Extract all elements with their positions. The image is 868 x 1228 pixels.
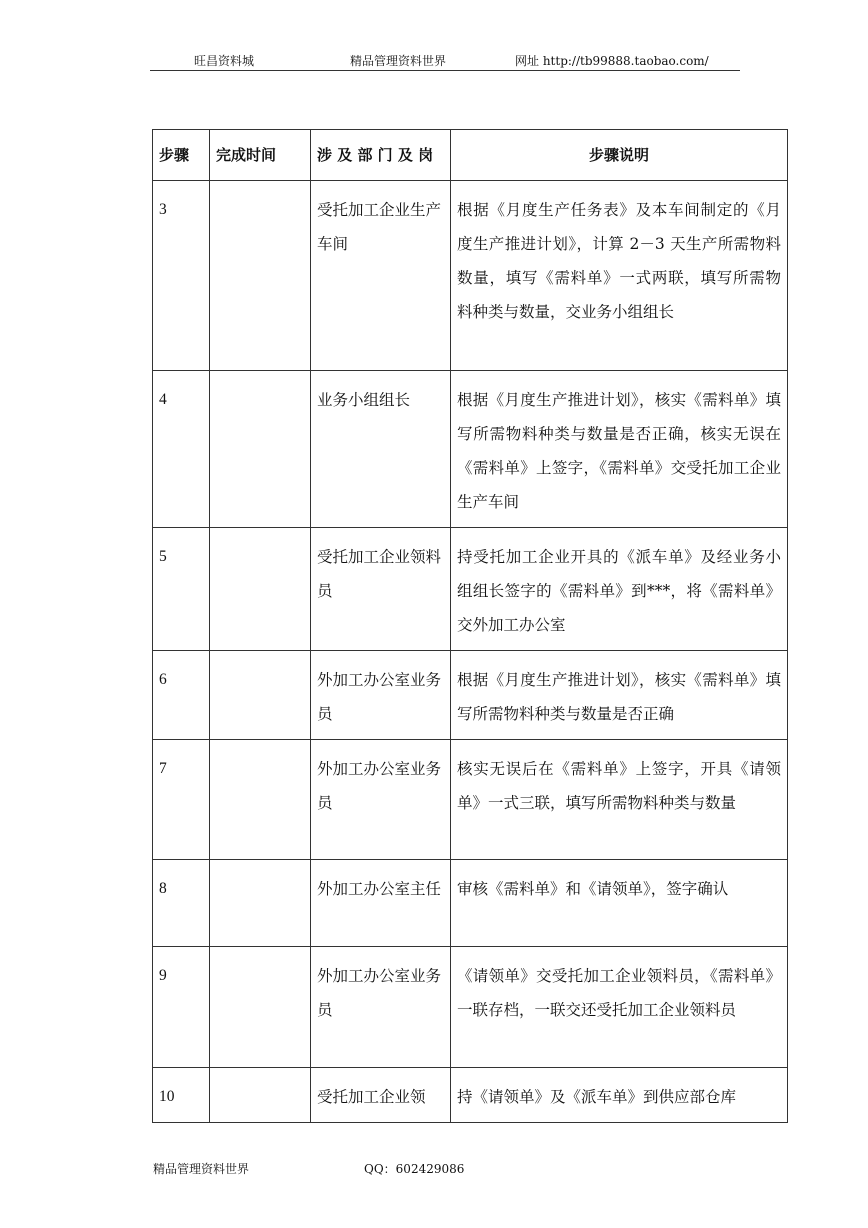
completion-time [210, 1068, 311, 1123]
step-number: 5 [153, 528, 210, 651]
column-header-step: 步骤 [153, 130, 210, 181]
table-row [153, 740, 788, 860]
step-number: 7 [153, 740, 210, 860]
department: 外加工办公室业务员 [311, 740, 451, 860]
step-description: 持受托加工企业开具的《派车单》及经业务小组组长签字的《需料单》到***，将《需料单》交外加工办公室 [451, 528, 788, 651]
completion-time [210, 860, 311, 947]
table-row [153, 1068, 788, 1123]
step-description: 根据《月度生产任务表》及本车间制定的《月度生产推进计划》，计算 2－3 天生产所需物料数量，填写《需料单》一式两联，填写所需物料种类与数量，交业务小组组长 [451, 181, 788, 371]
department: 外加工办公室业务员 [311, 651, 451, 740]
procedure-table [152, 129, 788, 1123]
step-description: 根据《月度生产推进计划》，核实《需料单》填写所需物料种类与数量是否正确，核实无误在《需料单》上签字，《需料单》交受托加工企业生产车间 [451, 371, 788, 528]
footer-left-text: 精品管理资料世界 [153, 1162, 250, 1176]
completion-time [210, 371, 311, 528]
completion-time [210, 740, 311, 860]
table-row [153, 181, 788, 371]
step-description: 核实无误后在《需料单》上签字，开具《请领单》一式三联，填写所需物料种类与数量 [451, 740, 788, 860]
department: 受托加工企业领 [311, 1068, 451, 1123]
completion-time [210, 528, 311, 651]
department: 受托加工企业生产车间 [311, 181, 451, 371]
completion-time [210, 651, 311, 740]
footer-qq-text: QQ：602429086 [364, 1162, 465, 1176]
header-left-text: 旺昌资料城 [194, 54, 255, 68]
step-number: 8 [153, 860, 210, 947]
header-middle-text: 精品管理资料世界 [350, 54, 447, 68]
department: 业务小组组长 [311, 371, 451, 528]
table-header-row [153, 130, 788, 181]
column-header-description: 步骤说明 [451, 130, 788, 181]
step-description: 审核《需料单》和《请领单》，签字确认 [451, 860, 788, 947]
table-row [153, 371, 788, 528]
table-row [153, 860, 788, 947]
page-header [150, 52, 740, 71]
header-website-text: 网址 http://tb99888.taobao.com/ [515, 54, 709, 68]
step-number: 6 [153, 651, 210, 740]
completion-time [210, 947, 311, 1068]
table-row [153, 528, 788, 651]
column-header-department: 涉 及 部 门 及 岗 [311, 130, 451, 181]
step-description: 持《请领单》及《派车单》到供应部仓库 [451, 1068, 788, 1123]
step-number: 4 [153, 371, 210, 528]
department: 外加工办公室业务员 [311, 947, 451, 1068]
completion-time [210, 181, 311, 371]
step-description: 根据《月度生产推进计划》，核实《需料单》填写所需物料种类与数量是否正确 [451, 651, 788, 740]
column-header-time: 完成时间 [210, 130, 311, 181]
step-number: 9 [153, 947, 210, 1068]
table-row [153, 651, 788, 740]
step-description: 《请领单》交受托加工企业领料员，《需料单》一联存档，一联交还受托加工企业领料员 [451, 947, 788, 1068]
department: 外加工办公室主任 [311, 860, 451, 947]
department: 受托加工企业领料员 [311, 528, 451, 651]
table-row [153, 947, 788, 1068]
step-number: 10 [153, 1068, 210, 1123]
step-number: 3 [153, 181, 210, 371]
